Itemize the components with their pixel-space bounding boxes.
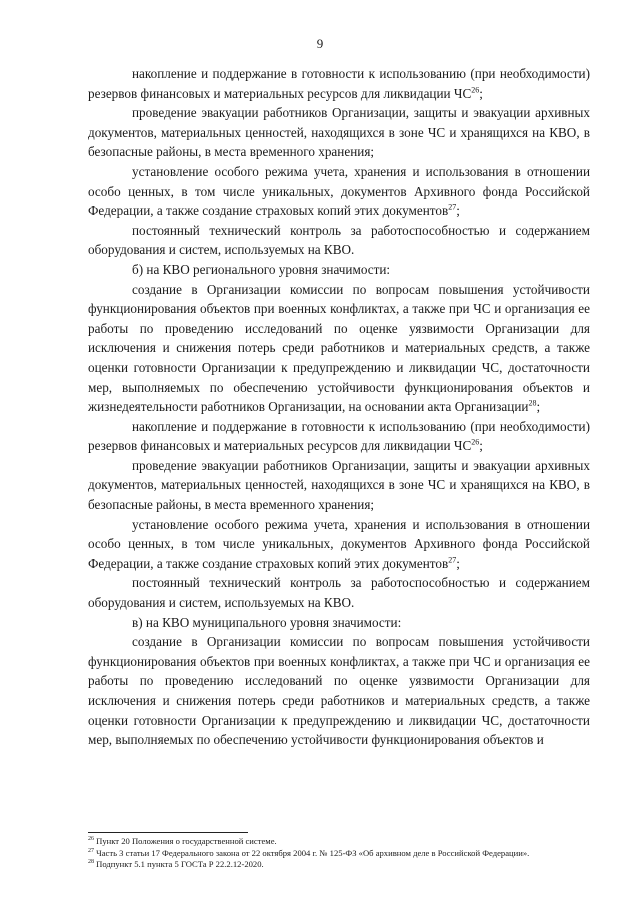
footnote: $^{28}$ Подпункт 5.1 пункта 5 ГОСТа Р 22.2.12-2020.: [88, 859, 264, 870]
footnote: $^{26}$ Пункт 20 Положения о государственной системе.: [88, 836, 277, 846]
section-heading: б) на КВО регионального уровня значимости:: [132, 261, 391, 277]
paragraph: создание в Организации комиссии по вопросам повышения устойчивости функционирования объектов при военных конфликтах, а также при ЧС и организация ее работы по проведению исследований по оценке уязвимости Организации для исключения и снижения потерь среди работников и материальных средств, а также оценки готовности Организации к предупреждению и ликвидации ЧС, достаточности мер, выполняемых по обеспечению устойчивости функционирования объектов и: [88, 634, 590, 748]
paragraph: накопление и поддержание в готовности к использованию (при необходимости) резервов финансовых и материальных ресурсов для ликвидации ЧС$^{26}$;: [88, 418, 590, 454]
footnote: $^{27}$ Часть 3 статьи 17 Федерального закона от 22 октября 2004 г. № 125-ФЗ «Об архивном деле в Российской Федерации».: [88, 847, 530, 858]
paragraph: создание в Организации комиссии по вопросам повышения устойчивости функционирования объектов при военных конфликтах, а также при ЧС и организация ее работы по проведению исследований по оценке уязвимости Организации для исключения и снижения потерь среди работников и материальных средств, а также оценки готовности Организации к предупреждению и ликвидации ЧС, достаточности мер, выполняемых по обеспечению устойчивости функционирования объектов и жизнедеятельности работников Организации, на основании акта Организации$^{28}$;: [88, 281, 590, 415]
paragraph: постоянный технический контроль за работоспособностью и содержанием оборудования и систем, используемых на КВО.: [88, 222, 590, 258]
section-heading: в) на КВО муниципального уровня значимости:: [132, 614, 402, 630]
body-text: [88, 64, 590, 750]
page-number: 9: [316, 36, 324, 51]
footnote-divider: [88, 832, 248, 833]
paragraph: установление особого режима учета, хранения и использования в отношении особо ценных, в том числе уникальных, документов Архивного фонда Российской Федерации, а также создание страховых копий этих документов$^{27}$;: [88, 516, 590, 571]
paragraph: постоянный технический контроль за работоспособностью и содержанием оборудования и систем, используемых на КВО.: [88, 575, 590, 611]
paragraph: проведение эвакуации работников Организации, защиты и эвакуации архивных документов, материальных ценностей, находящихся в зоне ЧС и хранящихся на КВО, в безопасные районы, в места временного хранения;: [88, 457, 590, 513]
footnotes: [88, 836, 590, 871]
paragraph: проведение эвакуации работников Организации, защиты и эвакуации архивных документов, материальных ценностей, находящихся в зоне ЧС и хранящихся на КВО, в безопасные районы, в места временного хранения;: [88, 105, 590, 160]
paragraph: установление особого режима учета, хранения и использования в отношении особо ценных, в том числе уникальных, документов Архивного фонда Российской Федерации, а также создание страховых копий этих документов$^{27}$;: [88, 163, 590, 219]
paragraph: накопление и поддержание в готовности к использованию (при необходимости) резервов финансовых и материальных ресурсов для ликвидации ЧС$^{26}$;: [88, 66, 590, 101]
